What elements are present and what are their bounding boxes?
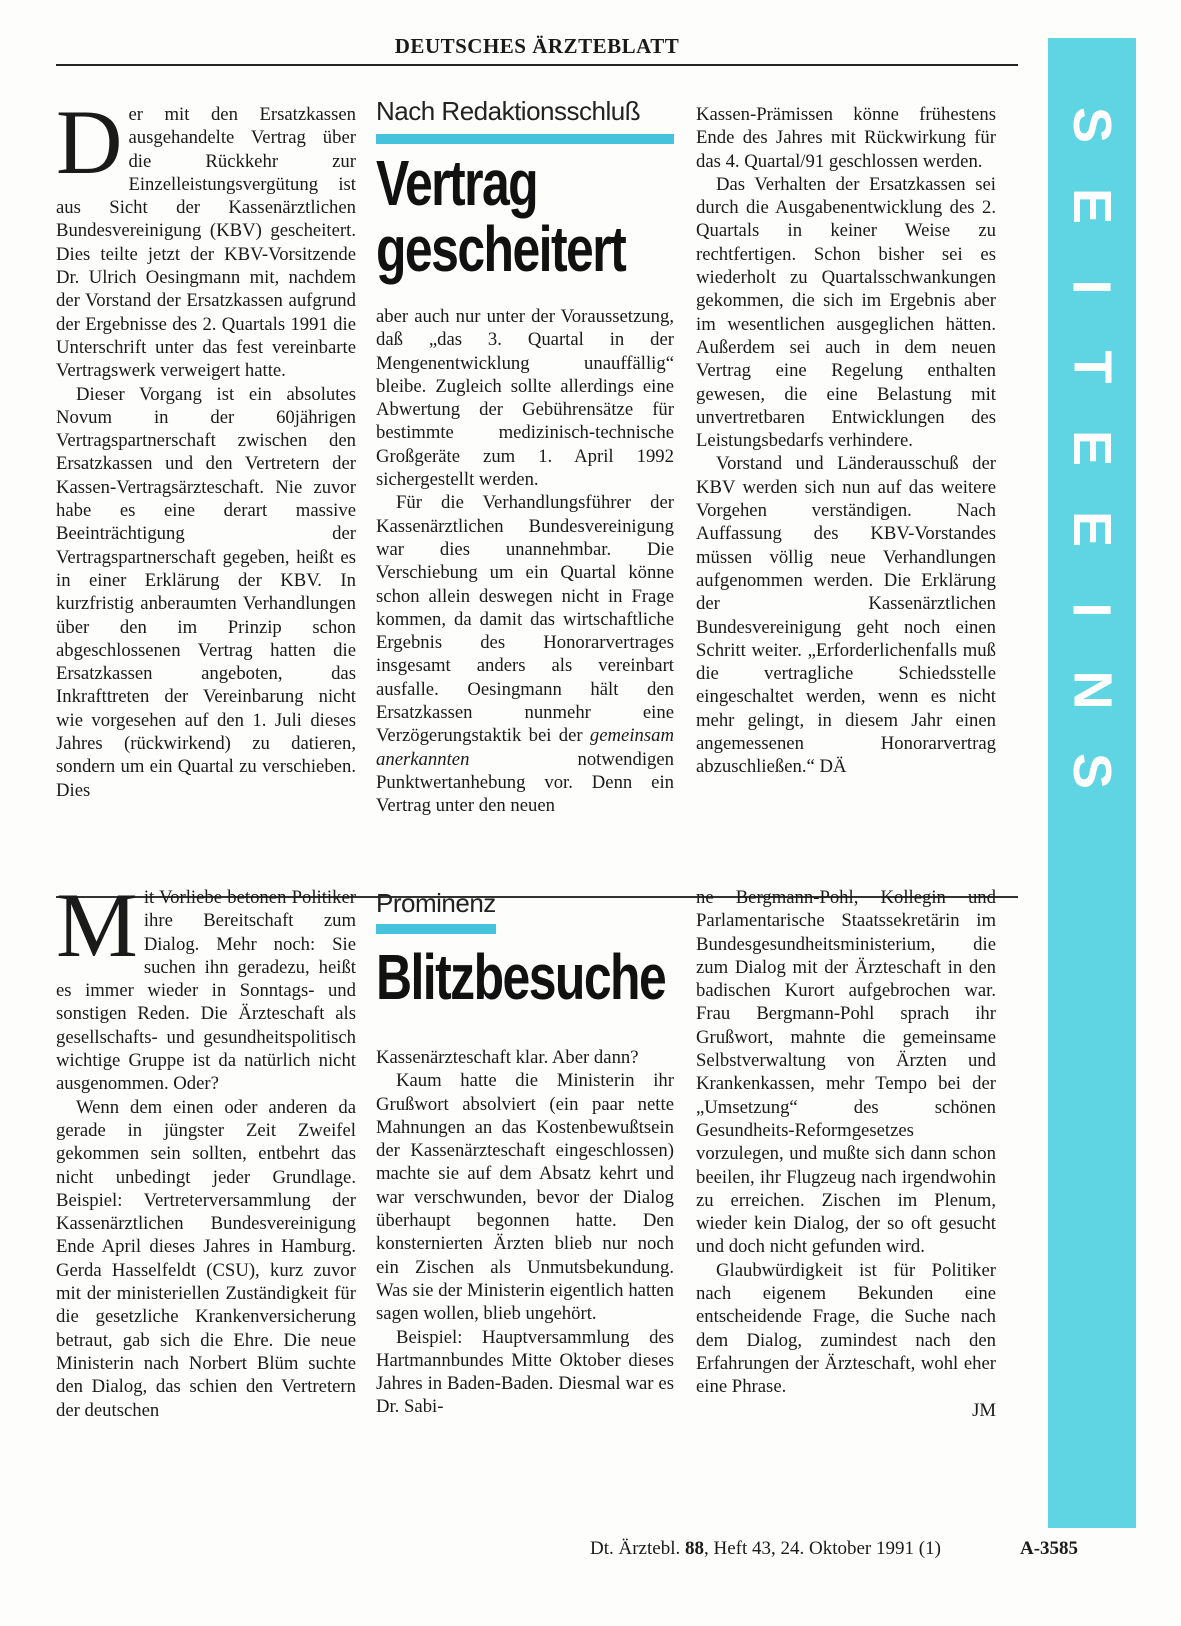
sidebar-seite-eins bbox=[1048, 38, 1136, 1528]
article2-paragraph bbox=[56, 874, 356, 1096]
top-rule bbox=[56, 64, 1018, 66]
footer-issue: , Heft 43, 24. Oktober 1991 (1) bbox=[703, 1538, 941, 1559]
article1-paragraph: Dieser Vorgang ist ein absolutes Novum in der 60jährigen Vertragspartnerschaft zwischen den Ersatzkassen und den Vertretern der Kassen-Vertragsärzteschaft. Nie zuvor habe es eine derart massive Beeinträchtigung der Vertragspartnerschaft gegeben, heißt es in einer Erklärung der KBV. In kurzfristig anberaumten Verhandlungen über den im Prinzip schon abgeschlossenen Vertrag hatten die Ersatzkassen angeboten, das Inkrafttreten der Vereinbarung nicht wie vorgesehen auf den 1. Juli dieses Jahres (rückwirkend) zu datieren, sondern um ein Quartal zu verschieben. Dies bbox=[56, 383, 356, 801]
sidebar-letter: E bbox=[1062, 187, 1122, 224]
sidebar-letters bbox=[1048, 98, 1136, 798]
footer-citation bbox=[590, 1538, 941, 1560]
article1-column-2 bbox=[376, 305, 674, 818]
article1-paragraph: Kassen-Prämissen könne frühestens Ende des Jahres mit Rückwirkung für das 4. Quartal/91 geschlossen werden. bbox=[696, 104, 996, 172]
sidebar-letter: I bbox=[1061, 601, 1122, 618]
article1-text: notwendigen Punktwertanhebung vor. Denn ein Vertrag unter den neuen bbox=[376, 748, 674, 817]
article1-column-1 bbox=[56, 91, 356, 802]
article2-column-2 bbox=[376, 1046, 674, 1419]
article2-column-3 bbox=[696, 886, 996, 1422]
sidebar-letter: E bbox=[1062, 429, 1122, 467]
article2-kicker-bar bbox=[376, 924, 496, 934]
article1-headline-line1: Vertrag bbox=[376, 147, 538, 219]
article2-headline: Blitzbesuche bbox=[376, 941, 666, 1013]
article2-paragraph: ne Bergmann-Pohl, Kollegin und Parlamentarische Staatssekretärin im Bundesgesundheitsministerium, die zum Dialog mit der Ärzteschaft in den badischen Kurort aufgebrochen war. Frau Bergmann-Pohl sprach ihr Grußwort, mahnte die gemeinsame Selbstverwaltung von Ärzten und Krankenkassen, mehr Tempo bei der „Umsetzung“ des schönen Gesundheits-Reformgesetzes vorzulegen, und mußte sich dann schon beeilen, ihr Flugzeug nach irgendwohin zu erreichen. Zischen im Plenum, wieder kein Dialog, der so oft gesucht und doch nicht gefunden wird. bbox=[696, 887, 996, 1258]
footer-volume: 88 bbox=[684, 1538, 704, 1559]
article2-text: it Vorliebe betonen Politiker ihre Bereitschaft zum Dialog. Mehr noch: Sie suchen ihn geradezu, heißt es immer wieder in Sonntags- und sonstigen Reden. Die Ärzteschaft als gesellschafts- und gesundheitspolitisch wichtige Gruppe ist da natürlich nicht ausgenommen. Oder? bbox=[56, 887, 356, 1095]
page-number: A-3585 bbox=[1020, 1538, 1079, 1559]
article2-column-1 bbox=[56, 874, 356, 1422]
article1-paragraph: Das Verhalten der Ersatzkassen sei durch die Ausgabenentwicklung des 2. Quartals in keiner Weise zu rechtfertigen. Schon bisher sei es wiederholt zu Quartalsschwankungen gekommen, die sich im Ergebnis aber im wesentlichen ausgeglichen hätten. Außerdem sei auch in dem neuen Vertrag eine Regelung enthalten gewesen, die eine Belastung mit unvertretbaren Entwicklungen des Leistungsbedarfs verhindere. bbox=[696, 173, 996, 452]
article1-kicker-bar bbox=[376, 134, 674, 144]
masthead: DEUTSCHES ÄRZTEBLATT bbox=[394, 34, 680, 58]
article2-paragraph: Kaum hatte die Ministerin ihr Grußwort absolviert (ein paar nette Mahnungen an das Kostenbewußtsein der Kassenärzteschaft eingeschlossen) machte sie auf dem Absatz kehrt und war verschwunden, bevor der Dialog überhaupt begonnen hatte. Den konsternierten Ärzten blieb nur noch ein Zischen als Unmutsbekundung. Was sie der Ministerin eigentlich hatten sagen wollen, blieb ungehört. bbox=[376, 1070, 674, 1325]
article1-paragraph: Vorstand und Länderausschuß der KBV werden sich nun auf das weitere Vorgehen verständigen. Nach Auffassung des KBV-Vorstandes müssen völlig neue Verhandlungen aufgenommen werden. Die Erklärung der Kassenärztlichen Bundesvereinigung geht noch einen Schritt weiter. „Erforderlichenfalls muß die vertragliche Schiedsstelle eingeschaltet werden, wenn es nicht mehr gelingt, in diesem Jahr einen angemessenen Honorarvertrag abzuschließen.“ DÄ bbox=[696, 453, 996, 778]
article1-column-3 bbox=[696, 103, 996, 779]
article1-paragraph bbox=[56, 91, 356, 383]
article1-kicker: Nach Redaktionsschluß bbox=[376, 96, 641, 126]
sidebar-letter: E bbox=[1062, 510, 1122, 547]
article2-paragraph: Glaubwürdigkeit ist für Politiker nach eigenem Bekunden eine entscheidende Frage, die Suche nach dem Dialog, zumindest nach den Erfahrungen der Ärzteschaft, wohl eher eine Phrase. bbox=[696, 1259, 996, 1398]
sidebar-letter: I bbox=[1061, 278, 1122, 295]
sidebar-letter: N bbox=[1062, 670, 1122, 710]
footer-journal: Dt. Ärztebl. bbox=[590, 1538, 681, 1559]
article2-dropcap: M bbox=[56, 874, 138, 976]
sidebar-letter: T bbox=[1062, 350, 1122, 384]
article2-signature: JM bbox=[972, 1399, 996, 1421]
article1-headline bbox=[376, 147, 626, 285]
article2-paragraph: Beispiel: Hauptversammlung des Hartmannbundes Mitte Oktober dieses Jahres in Baden-Baden. Diesmal war es Dr. Sabi- bbox=[376, 1326, 674, 1418]
article1-text: Für die Verhandlungsführer der Kassenärztlichen Bundesvereinigung war dies unannehmbar. Die Verschiebung um ein Quartal könne schon allein deswegen nicht in Frage kommen, da damit das wirtschaftliche Ergebnis des Honorarvertrages insgesamt anders als vereinbart ausfalle. Oesingmann hält den Ersatzkassen nunmehr eine Verzögerungstaktik bei der bbox=[376, 492, 674, 747]
article1-dropcap: D bbox=[56, 91, 123, 193]
article1-text: er mit den Ersatzkassen ausgehandelte Vertrag über die Rückkehr zur Einzelleistungsvergütung ist aus Sicht der Kassenärztlichen Bundesvereinigung (KBV) gescheitert. Dies teilte jetzt der KBV-Vorsitzende Dr. Ulrich Oesingmann mit, nachdem der Vorstand der Ersatzkassen aufgrund der Ergebnisse des 2. Quartals 1991 die Unterschrift unter das fest vereinbarte Vertragswerk verweigert hatte. bbox=[56, 104, 356, 382]
article2-kicker: Prominenz bbox=[376, 888, 496, 918]
article1-paragraph bbox=[376, 491, 674, 817]
article2-paragraph: Wenn dem einen oder anderen da gerade in jüngster Zeit Zweifel gekommen sein sollten, entbehrt das nicht unbedingt jeder Grundlage. Beispiel: Vertreterversammlung der Kassenärztlichen Bundesvereinigung Ende April dieses Jahres in Hamburg. Gerda Hasselfeldt (CSU), kurz zuvor mit der ministeriellen Zuständigkeit für die gesetzliche Krankenversicherung betraut, gab sich die Ehre. Die neue Ministerin nach Norbert Blüm suchte den Dialog, das schien den Vertretern der deutschen bbox=[56, 1096, 356, 1421]
article1-headline-line2: gescheitert bbox=[376, 213, 626, 285]
article1-paragraph: aber auch nur unter der Voraussetzung, daß „das 3. Quartal in der Mengenentwicklung unauffällig“ bleibe. Zugleich sollte allerdings eine Abwertung der Gebührensätze für bestimmte medizinisch-technische Großgeräte zum 1. April 1992 sichergestellt werden. bbox=[376, 306, 674, 491]
sidebar-letter: S bbox=[1062, 752, 1122, 790]
sidebar-letter: S bbox=[1062, 106, 1122, 144]
article2-paragraph: Kassenärzteschaft klar. Aber dann? bbox=[376, 1047, 639, 1068]
article1-emphasis: gemeinsam anerkannten bbox=[376, 725, 674, 770]
